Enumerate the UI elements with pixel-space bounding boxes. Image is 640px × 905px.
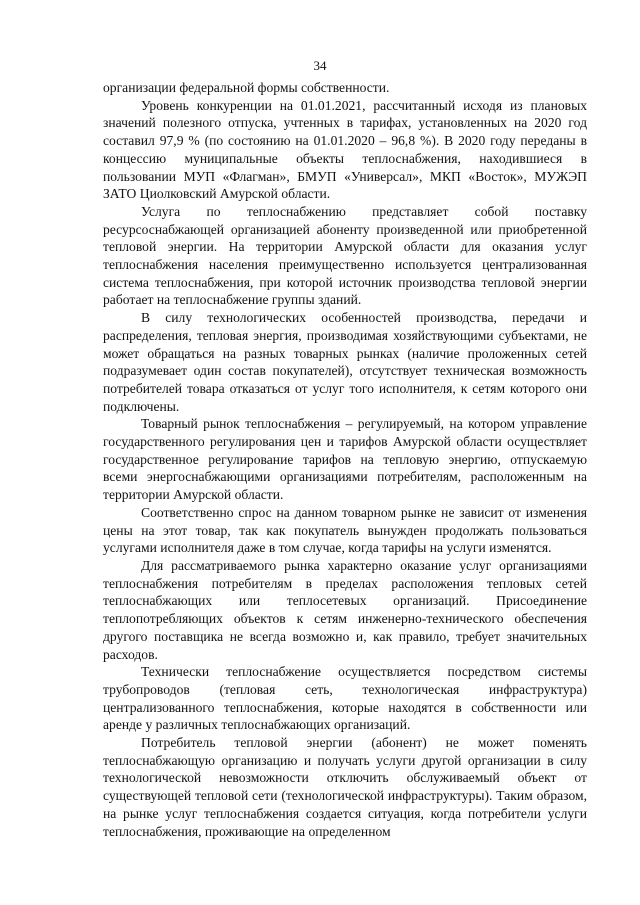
paragraph-8: Технически теплоснабжение осуществляется посредством системы трубопроводов (тепловая сеть, технологическая инфраструктура) централизованного теплоснабжения, которые находятся в собственности или аренде у различных теплоснабжающих организаций. — [103, 664, 587, 733]
page-number: 34 — [313, 58, 327, 73]
paragraph-3: Услуга по теплоснабжению представляет собой поставку ресурсоснабжающей организацией абоненту произведенной или приобретенной тепловой энергии. На территории Амурской области для оказания услуг теплоснабжения населения преимущественно используется централизованная система теплоснабжения, при которой источник производства тепловой энергии работает на теплоснабжение группы зданий. — [103, 203, 587, 308]
paragraph-4: В силу технологических особенностей производства, передачи и распределения, тепловая энергия, производимая хозяйствующими субъектами, не может обращаться на разных товарных рынках (наличие проложенных сетей подразумевает один состав покупателей), отсутствует техническая возможность потребителей товара отказаться от услуг того исполнителя, к сетям которого они подключены. — [103, 310, 587, 414]
paragraph-1: организации федеральной формы собственности. — [103, 80, 390, 95]
paragraph-5: Товарный рынок теплоснабжения – регулируемый, на котором управление государственного регулирования цен и тарифов Амурской области осуществляет государственное регулирование тарифов на тепловую энергию, отпускаемую всеми энергоснабжающими организациями потребителям, расположенным на территории Амурской области. — [103, 416, 587, 503]
paragraph-6: Соответственно спрос на данном товарном рынке не зависит от изменения цены на этот товар, так как покупатель вынужден продолжать пользоваться услугами исполнителя даже в том случае, когда тарифы на услуги изменятся. — [103, 504, 587, 556]
paragraph-2: Уровень конкуренции на 01.01.2021, рассчитанный исходя из плановых значений полезного отпуска, учтенных в тарифах, установленных на 2020 год составил 97,9 % (по состоянию на 01.01.2020 – 96,8 %). В 2020 году переданы в концессию муниципальные объекты теплоснабжения, находившиеся в пользовании МУП «Флагман», БМУП «Универсал», МКП «Восток», МУЖЭП ЗАТО Циолковский Амурской области. — [103, 97, 587, 202]
paragraph-9: Потребитель тепловой энергии (абонент) не может поменять теплоснабжающую организацию и получать услуги другой организации в силу технологической невозможности отключить обслуживаемый объект от существующей тепловой сети (технологической инфраструктуры). Таким образом, на рынке услуг теплоснабжения создается ситуация, когда потребители услуги теплоснабжения, проживающие на определенном — [103, 735, 587, 839]
paragraph-7: Для рассматриваемого рынка характерно оказание услуг организациями теплоснабжения потребителям в пределах расположения тепловых сетей теплоснабжающих или теплосетевых организаций. Присоединение теплопотребляющих объектов к сетям инженерно-технического обеспечения другого поставщика не всегда возможно и, как правило, требует значительных расходов. — [103, 557, 587, 662]
body-text — [103, 79, 587, 840]
